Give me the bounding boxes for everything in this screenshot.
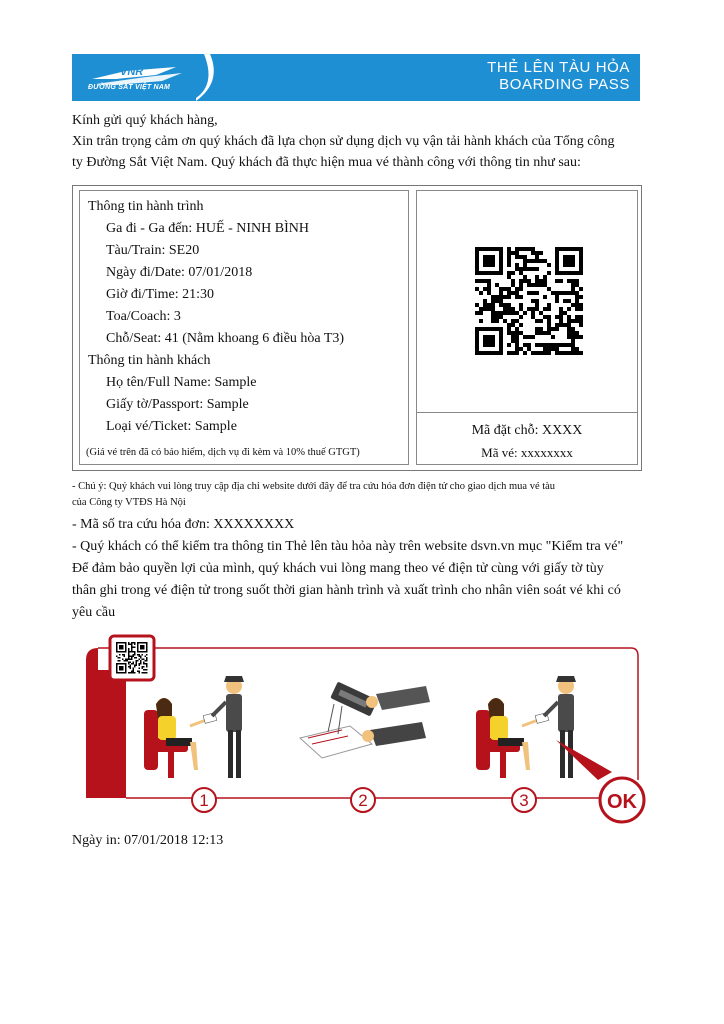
- invoice-note-1: - Chú ý: Quý khách vui lòng truy cập địa chỉ website dưới đây để tra cứu hóa đơn điện tử cho giao dịch mua vé tàu: [72, 481, 556, 492]
- qr-divider: [417, 412, 637, 413]
- ticket-info-box: [79, 190, 409, 465]
- coach: Toa/Coach: 3: [106, 309, 181, 324]
- ticket-card: [72, 185, 642, 471]
- seat: Chỗ/Seat: 41 (Nằm khoang 6 điều hòa T3): [106, 331, 345, 346]
- scene-3: [476, 676, 644, 822]
- check-line-4: yêu cầu: [72, 605, 116, 620]
- qr-code-icon: [475, 247, 583, 355]
- ticket-type: Loại vé/Ticket: Sample: [106, 419, 237, 434]
- notes-section: [72, 479, 652, 624]
- svg-text:VNR: VNR: [120, 66, 144, 78]
- departure-time: Giờ đi/Time: 21:30: [106, 287, 215, 302]
- header-title: [487, 59, 630, 93]
- passenger-heading: Thông tin hành khách: [88, 353, 211, 368]
- route: Ga đi - Ga đến: HUẾ - NINH BÌNH: [106, 221, 309, 236]
- check-line-2: Để đảm bảo quyền lợi của mình, quý khách vui lòng mang theo vé điện tử cùng với giấy tờ tùy: [72, 561, 604, 576]
- train: Tàu/Train: SE20: [106, 243, 200, 258]
- boarding-instructions-illustration: [86, 630, 652, 826]
- svg-text:1: 1: [199, 791, 209, 810]
- header-title-vi: THẺ LÊN TÀU HỎA: [487, 59, 630, 76]
- passport: Giấy tờ/Passport: Sample: [106, 397, 249, 412]
- invoice-code: - Mã số tra cứu hóa đơn: XXXXXXXX: [72, 517, 295, 532]
- print-date: Ngày in: 07/01/2018 12:13: [72, 833, 224, 848]
- check-line-3: thân ghi trong vé điện tử trong suốt thời gian hành trình và xuất trình cho nhân viên soát vé khi có: [72, 583, 621, 598]
- header-swoosh: [196, 54, 256, 101]
- scene-1: [144, 676, 244, 812]
- greeting: Kính gửi quý khách hàng,: [72, 113, 218, 128]
- qr-box: [416, 190, 638, 465]
- intro-line-1: Xin trân trọng cảm ơn quý khách đã lựa chọn sử dụng dịch vụ vận tải hành khách của Tổng công: [72, 134, 615, 149]
- booking-code: Mã đặt chỗ: XXXX: [471, 423, 583, 438]
- invoice-note-2: của Công ty VTĐS Hà Nội: [72, 497, 186, 508]
- boarding-pass-header: [72, 54, 640, 101]
- price-note: (Giá vé trên đã có bảo hiểm, dịch vụ đi kèm và 10% thuế GTGT): [86, 447, 360, 458]
- intro-text: [72, 110, 652, 173]
- ticket-code: Mã vé: xxxxxxxx: [481, 445, 573, 460]
- scene-2: [300, 682, 430, 812]
- intro-line-2: ty Đường Sắt Việt Nam. Quý khách đã thực hiện mua vé thành công với thông tin như sau:: [72, 155, 581, 170]
- departure-date: Ngày đi/Date: 07/01/2018: [106, 265, 253, 280]
- svg-text:2: 2: [358, 791, 368, 810]
- journey-heading: Thông tin hành trình: [88, 199, 204, 214]
- vnr-logo-icon: [86, 57, 196, 99]
- logo-caption: ĐƯỜNG SẮT VIỆT NAM: [88, 84, 171, 91]
- svg-text:3: 3: [519, 791, 529, 810]
- full-name: Họ tên/Full Name: Sample: [106, 375, 257, 390]
- header-title-en: BOARDING PASS: [499, 76, 630, 93]
- check-line-1: - Quý khách có thể kiểm tra thông tin Thẻ lên tàu hỏa này trên website dsvn.vn mục "Kiểm tra vé": [72, 539, 624, 554]
- svg-text:OK: OK: [607, 791, 637, 813]
